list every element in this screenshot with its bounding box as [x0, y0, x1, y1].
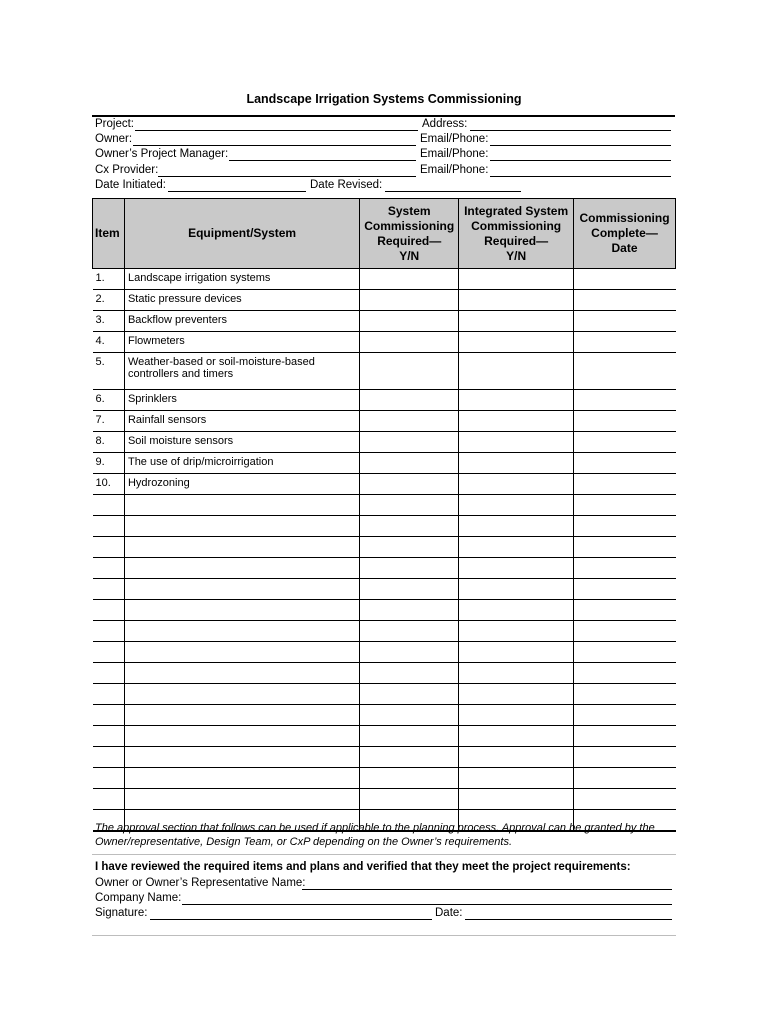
table-row [93, 684, 676, 705]
integrated-cx-cell[interactable] [459, 663, 574, 684]
system-cx-cell[interactable] [360, 332, 459, 353]
owner-label: Owner: [95, 133, 133, 145]
equipment-cell[interactable] [124, 642, 359, 663]
address-field[interactable] [470, 130, 671, 131]
table-row [93, 642, 676, 663]
table-row [93, 726, 676, 747]
table-row [93, 621, 676, 642]
item-cell: 8. [93, 432, 125, 453]
integrated-cx-cell[interactable] [459, 269, 574, 290]
table-row [93, 663, 676, 684]
complete-date-cell[interactable] [574, 332, 676, 353]
complete-date-cell[interactable] [574, 495, 676, 516]
equipment-cell: Static pressure devices [124, 290, 359, 311]
equipment-cell[interactable] [124, 768, 359, 789]
system-cx-cell[interactable] [360, 747, 459, 768]
approval-date-field[interactable] [465, 919, 672, 920]
table-row [93, 789, 676, 810]
date-initiated-label: Date Initiated: [95, 179, 166, 191]
item-cell: 4. [93, 332, 125, 353]
system-cx-cell[interactable] [360, 390, 459, 411]
system-cx-cell[interactable] [360, 663, 459, 684]
complete-date-cell[interactable] [574, 579, 676, 600]
table-row [93, 537, 676, 558]
item-cell[interactable] [93, 558, 125, 579]
integrated-cx-cell[interactable] [459, 684, 574, 705]
equipment-cell: Sprinklers [124, 390, 359, 411]
system-cx-column-header: System Commissioning Required— Y/N [360, 199, 459, 269]
integrated-cx-cell[interactable] [459, 705, 574, 726]
integrated-cx-cell[interactable] [459, 332, 574, 353]
equipment-cell: Soil moisture sensors [124, 432, 359, 453]
integrated-cx-cell[interactable] [459, 353, 574, 390]
system-cx-cell[interactable] [360, 579, 459, 600]
integrated-cx-cell[interactable] [459, 768, 574, 789]
cx-email-field[interactable] [490, 176, 671, 177]
opm-email-label: Email/Phone: [420, 148, 489, 160]
complete-date-cell[interactable] [574, 768, 676, 789]
integrated-cx-cell[interactable] [459, 600, 574, 621]
complete-date-cell[interactable] [574, 269, 676, 290]
system-cx-cell[interactable] [360, 474, 459, 495]
owner-email-field[interactable] [490, 145, 671, 146]
table-row [93, 332, 676, 353]
item-cell[interactable] [93, 537, 125, 558]
item-cell[interactable] [93, 516, 125, 537]
system-cx-cell[interactable] [360, 495, 459, 516]
complete-date-cell[interactable] [574, 290, 676, 311]
integrated-cx-cell[interactable] [459, 789, 574, 810]
company-field[interactable] [182, 904, 672, 905]
complete-date-cell[interactable] [574, 747, 676, 768]
integrated-cx-cell[interactable] [459, 537, 574, 558]
complete-date-cell[interactable] [574, 684, 676, 705]
equipment-column-header: Equipment/System [124, 199, 359, 269]
rep-name-field[interactable] [302, 889, 672, 890]
table-row [93, 290, 676, 311]
approval-date-label: Date: [435, 907, 463, 919]
system-cx-cell[interactable] [360, 642, 459, 663]
complete-date-cell[interactable] [574, 453, 676, 474]
table-row [93, 269, 676, 290]
item-cell[interactable] [93, 495, 125, 516]
integrated-cx-cell[interactable] [459, 642, 574, 663]
item-cell[interactable] [93, 684, 125, 705]
integrated-cx-cell[interactable] [459, 432, 574, 453]
table-row [93, 495, 676, 516]
date-revised-label: Date Revised: [310, 179, 383, 191]
complete-date-cell[interactable] [574, 600, 676, 621]
complete-date-cell[interactable] [574, 353, 676, 390]
equipment-cell[interactable] [124, 621, 359, 642]
complete-date-cell[interactable] [574, 642, 676, 663]
system-cx-cell[interactable] [360, 621, 459, 642]
complete-date-cell[interactable] [574, 432, 676, 453]
item-cell[interactable] [93, 768, 125, 789]
item-cell: 7. [93, 411, 125, 432]
opm-email-field[interactable] [490, 160, 671, 161]
table-row [93, 558, 676, 579]
equipment-cell: Backflow preventers [124, 311, 359, 332]
integrated-cx-cell[interactable] [459, 558, 574, 579]
table-row [93, 432, 676, 453]
table-row [93, 579, 676, 600]
signature-field[interactable] [150, 919, 432, 920]
owner-email-label: Email/Phone: [420, 133, 489, 145]
integrated-cx-column-header: Integrated System Commissioning Required— Y/N [459, 199, 574, 269]
integrated-cx-cell[interactable] [459, 311, 574, 332]
complete-date-cell[interactable] [574, 726, 676, 747]
opm-label: Owner’s Project Manager: [95, 148, 229, 160]
table-row [93, 768, 676, 789]
item-cell[interactable] [93, 747, 125, 768]
equipment-cell[interactable] [124, 495, 359, 516]
complete-date-cell[interactable] [574, 474, 676, 495]
table-header-row [93, 199, 676, 269]
system-cx-cell[interactable] [360, 705, 459, 726]
equipment-cell[interactable] [124, 747, 359, 768]
system-cx-cell[interactable] [360, 269, 459, 290]
complete-date-cell[interactable] [574, 311, 676, 332]
complete-date-cell[interactable] [574, 558, 676, 579]
system-cx-cell[interactable] [360, 290, 459, 311]
equipment-cell: Flowmeters [124, 332, 359, 353]
equipment-cell[interactable] [124, 600, 359, 621]
table-row [93, 453, 676, 474]
table-row [93, 516, 676, 537]
system-cx-cell[interactable] [360, 516, 459, 537]
item-cell: 9. [93, 453, 125, 474]
equipment-cell[interactable] [124, 516, 359, 537]
item-cell: 3. [93, 311, 125, 332]
system-cx-cell[interactable] [360, 311, 459, 332]
date-initiated-field[interactable] [168, 191, 306, 192]
complete-date-cell[interactable] [574, 516, 676, 537]
complete-date-column-header: Commissioning Complete— Date [574, 199, 676, 269]
item-cell[interactable] [93, 705, 125, 726]
rep-name-label: Owner or Owner’s Representative Name: [95, 877, 306, 889]
item-cell: 5. [93, 353, 125, 390]
item-cell: 1. [93, 269, 125, 290]
complete-date-cell[interactable] [574, 537, 676, 558]
note-separator [92, 854, 676, 855]
item-column-header: Item [93, 199, 125, 269]
item-cell: 10. [93, 474, 125, 495]
equipment-cell: Rainfall sensors [124, 411, 359, 432]
item-cell[interactable] [93, 663, 125, 684]
equipment-cell[interactable] [124, 705, 359, 726]
system-cx-cell[interactable] [360, 353, 459, 390]
table-row [93, 390, 676, 411]
integrated-cx-cell[interactable] [459, 390, 574, 411]
item-cell: 2. [93, 290, 125, 311]
opm-field[interactable] [229, 160, 416, 161]
signature-label: Signature: [95, 907, 148, 919]
complete-date-cell[interactable] [574, 663, 676, 684]
equipment-cell[interactable] [124, 663, 359, 684]
project-label: Project: [95, 118, 134, 130]
integrated-cx-cell[interactable] [459, 726, 574, 747]
form-title: Landscape Irrigation Systems Commissioning [246, 92, 522, 106]
equipment-cell[interactable] [124, 789, 359, 810]
table-row [93, 311, 676, 332]
system-cx-cell[interactable] [360, 768, 459, 789]
integrated-cx-cell[interactable] [459, 516, 574, 537]
complete-date-cell[interactable] [574, 411, 676, 432]
owner-field[interactable] [133, 145, 416, 146]
footer-separator [92, 935, 676, 936]
system-cx-cell[interactable] [360, 537, 459, 558]
system-cx-cell[interactable] [360, 789, 459, 810]
system-cx-cell[interactable] [360, 411, 459, 432]
header-top-rule [92, 115, 675, 117]
table-row [93, 705, 676, 726]
equipment-cell[interactable] [124, 537, 359, 558]
item-cell[interactable] [93, 642, 125, 663]
equipment-cell: Weather-based or soil-moisture-based controllers and timers [124, 353, 359, 390]
system-cx-cell[interactable] [360, 432, 459, 453]
system-cx-cell[interactable] [360, 684, 459, 705]
table-row [93, 747, 676, 768]
complete-date-cell[interactable] [574, 390, 676, 411]
item-cell[interactable] [93, 789, 125, 810]
item-cell[interactable] [93, 726, 125, 747]
item-cell[interactable] [93, 579, 125, 600]
equipment-cell: Landscape irrigation systems [124, 269, 359, 290]
date-revised-field[interactable] [385, 191, 521, 192]
integrated-cx-cell[interactable] [459, 290, 574, 311]
equipment-cell: The use of drip/microirrigation [124, 453, 359, 474]
equipment-cell[interactable] [124, 558, 359, 579]
integrated-cx-cell[interactable] [459, 579, 574, 600]
equipment-cell[interactable] [124, 726, 359, 747]
integrated-cx-cell[interactable] [459, 411, 574, 432]
integrated-cx-cell[interactable] [459, 747, 574, 768]
equipment-cell: Hydrozoning [124, 474, 359, 495]
complete-date-cell[interactable] [574, 621, 676, 642]
system-cx-cell[interactable] [360, 726, 459, 747]
project-field[interactable] [135, 130, 418, 131]
approval-note: The approval section that follows can be used if applicable to the planning process. Approval can be granted by the Owner/representative, Design Team, or CxP depending on the Owner’s requirements. [95, 822, 655, 848]
item-cell[interactable] [93, 621, 125, 642]
cx-email-label: Email/Phone: [420, 164, 489, 176]
company-label: Company Name: [95, 892, 182, 904]
integrated-cx-cell[interactable] [459, 474, 574, 495]
cx-provider-field[interactable] [158, 176, 416, 177]
commissioning-table [92, 198, 676, 832]
complete-date-cell[interactable] [574, 705, 676, 726]
table-row [93, 474, 676, 495]
address-label: Address: [422, 118, 468, 130]
equipment-cell[interactable] [124, 684, 359, 705]
cx-provider-label: Cx Provider: [95, 164, 159, 176]
complete-date-cell[interactable] [574, 789, 676, 810]
table-body [93, 269, 676, 832]
item-cell[interactable] [93, 600, 125, 621]
integrated-cx-cell[interactable] [459, 621, 574, 642]
approval-heading: I have reviewed the required items and plans and verified that they meet the project requirements: [95, 861, 631, 873]
integrated-cx-cell[interactable] [459, 453, 574, 474]
equipment-cell[interactable] [124, 579, 359, 600]
table-row [93, 600, 676, 621]
system-cx-cell[interactable] [360, 453, 459, 474]
table-row [93, 411, 676, 432]
table-row [93, 353, 676, 390]
item-cell: 6. [93, 390, 125, 411]
system-cx-cell[interactable] [360, 600, 459, 621]
integrated-cx-cell[interactable] [459, 495, 574, 516]
system-cx-cell[interactable] [360, 558, 459, 579]
